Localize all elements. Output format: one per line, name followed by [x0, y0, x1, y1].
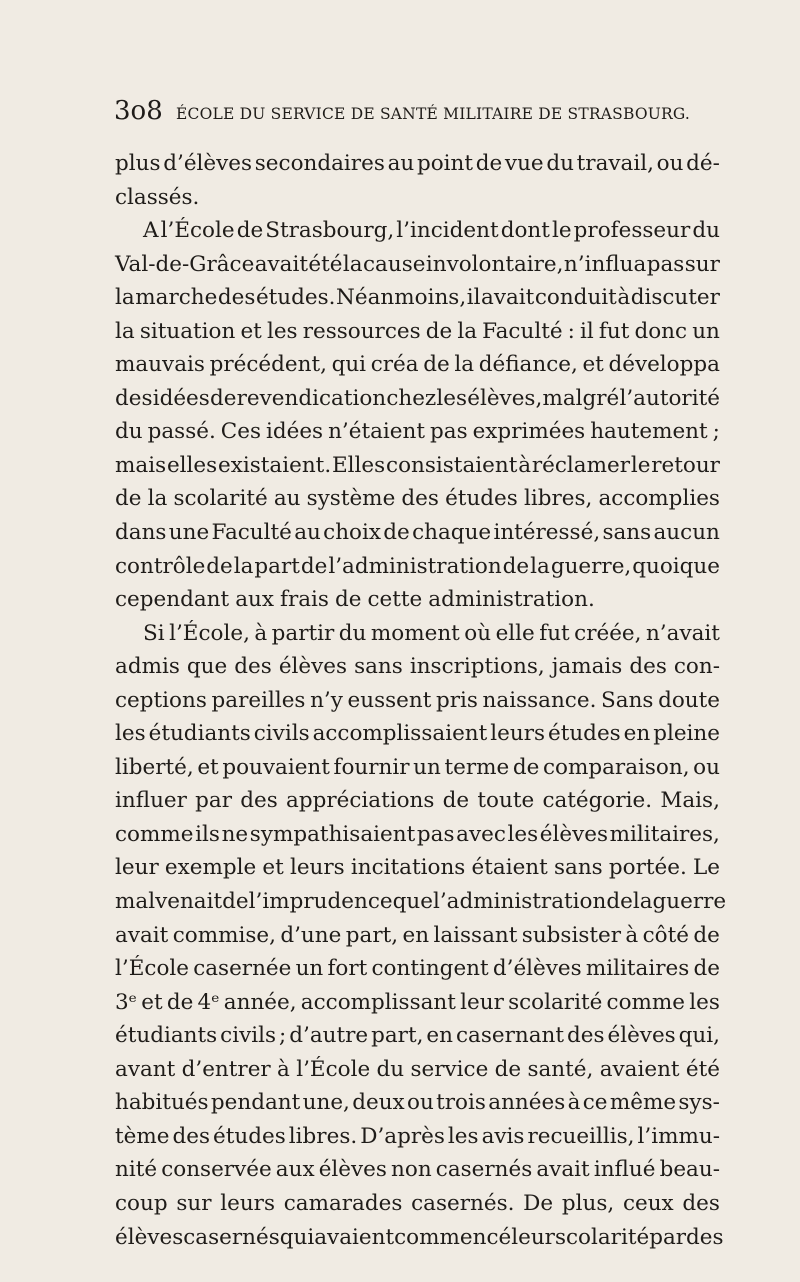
text-line: étudiants civils ; d’autre part, en casernant des élèves qui,: [115, 1023, 720, 1049]
page-header: [114, 96, 714, 130]
text-line: mal venait de l’imprudence que l’administration de la guerre: [115, 889, 727, 915]
text-line: l’École casernée un fort contingent d’élèves militaires de: [115, 956, 720, 982]
text-line: élèves casernés qui avaient commencé leur scolarité par des: [115, 1224, 724, 1250]
text-line: habitués pendant une, deux ou trois années à ce même sys-: [115, 1090, 720, 1116]
text-line: Si l’École, à partir du moment où elle fut créée, n’avait: [143, 620, 720, 646]
body-text: [115, 147, 727, 1254]
text-line: les étudiants civils accomplissaient leurs études en pleine: [115, 721, 720, 747]
text-line: tème des études libres. D’après les avis recueillis, l’immu-: [115, 1123, 720, 1149]
text-line: Val-de-Grâce avait été la cause involontaire, n’influa pas sur: [115, 251, 720, 277]
text-line: contrôle de la part de l’administration de la guerre, quoique: [115, 553, 720, 579]
text-line: du passé. Ces idées n’étaient pas exprimées hautement ;: [115, 419, 720, 445]
text-line: cependant aux frais de cette administration.: [115, 587, 595, 613]
text-line: ceptions pareilles n’y eussent pris naissance. Sans doute: [115, 687, 720, 713]
text-line: de la scolarité au système des études libres, accomplies: [115, 486, 720, 512]
text-line: admis que des élèves sans inscriptions, jamais des con-: [115, 654, 720, 680]
text-line: la marche des études. Néanmoins, il avait conduit à discuter: [115, 285, 720, 311]
text-line: liberté, et pouvaient fournir un terme de comparaison, ou: [115, 754, 720, 780]
text-line: avant d’entrer à l’École du service de santé, avaient été: [115, 1056, 720, 1082]
text-line: des idées de revendication chez les élèves, malgré l’autorité: [115, 385, 720, 411]
text-line: comme ils ne sympathisaient pas avec les élèves militaires,: [115, 821, 720, 847]
text-line: avait commise, d’une part, en laissant subsister à côté de: [115, 922, 720, 948]
text-line: 3ᵉ et de 4ᵉ année, accomplissant leur scolarité comme les: [115, 989, 720, 1015]
text-line: classés.: [115, 184, 200, 210]
text-line: influer par des appréciations de toute catégorie. Mais,: [115, 788, 720, 814]
text-line: nité conservée aux élèves non casernés avait influé beau-: [115, 1157, 720, 1183]
text-line: mais elles existaient. Elles consistaient à réclamer le retour: [115, 452, 720, 478]
text-line: plus d’élèves secondaires au point de vue du travail, ou dé-: [115, 151, 720, 176]
page-number: 3o8: [114, 96, 163, 126]
text-line: la situation et les ressources de la Faculté : il fut donc un: [115, 318, 720, 344]
text-line: A l’École de Strasbourg, l’incident dont le professeur du: [143, 218, 720, 244]
text-line: leur exemple et leurs incitations étaient sans portée. Le: [115, 855, 720, 881]
text-line: dans une Faculté au choix de chaque intéressé, sans aucun: [115, 520, 720, 546]
running-title: ÉCOLE DU SERVICE DE SANTÉ MILITAIRE DE STRASBOURG.: [176, 105, 691, 123]
text-line: mauvais précédent, qui créa de la défiance, et développa: [115, 352, 720, 378]
text-line: coup sur leurs camarades casernés. De plus, ceux des: [115, 1190, 720, 1216]
